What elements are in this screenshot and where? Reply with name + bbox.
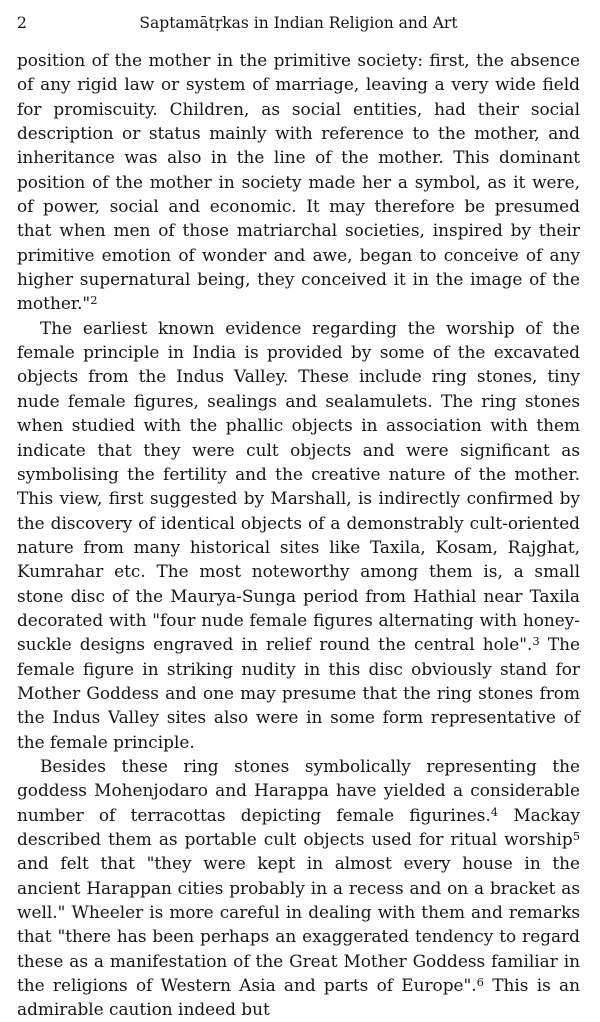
paragraph-2 — [17, 316, 580, 754]
footnote-marker: 2 — [90, 293, 98, 308]
text-run: This is an admirable caution indeed but — [17, 975, 580, 1020]
body-text — [17, 48, 580, 1022]
text-run: position of the mother in the primitive society: first, the absence of any rigid law or system of marriage, leaving a very wide field for promiscuity. Children, as social entities, had their social description or status mainly with reference to the mother, and inheritance was also in the line of the mother. This dominant position of the mother in society made her a symbol, as it were, of power, social and economic. It may therefore be presumed that when men of those matriarchal societies, inspired by their primitive emotion of wonder and awe, began to conceive of any higher supernatural being, they conceived it in the image of the mother." — [17, 50, 580, 314]
text-run: The female figure in striking nudity in this disc obviously stand for Mother Goddess and one may presume that the ring stones from the Indus Valley sites also were in some form representative of the female principle. — [17, 634, 580, 752]
running-head — [17, 14, 580, 42]
text-run: The earliest known evidence regarding the worship of the female principle in India is provided by some of the excavated objects from the Indus Valley. These include ring stones, tiny nude female figures, sealings and sealamulets. The ring stones when studied with the phallic objects in association with them indicate that they were cult objects and were significant as symbolising the fertility and the creative nature of the mother. This view, first suggested by Marshall, is indirectly confirmed by the discovery of identical objects of a demonstrably cult-oriented nature from many historical sites like Taxila, Kosam, Rajghat, Kumrahar etc. The most noteworthy among them is, a small stone disc of the Maurya-Sunga period from Hathial near Taxila decorated with "four nude female figures alternating with honey-suckle designs engraved in relief round the central hole". — [17, 317, 580, 655]
footnote-marker: 5 — [572, 828, 580, 843]
running-title: Saptamātṛkas in Indian Religion and Art — [139, 14, 458, 32]
paragraph-1 — [17, 48, 580, 316]
text-run: and felt that "they were kept in almost every house in the ancient Harappan cities probably in a recess and on a bracket as well." Wheeler is more careful in dealing with them and remarks that "there has been perhaps an exaggerated tendency to regard these as a manifestation of the Great Mother Goddess familiar in the religions of Western Asia and parts of Europe". — [17, 853, 580, 996]
page-number: 2 — [17, 14, 27, 32]
footnote-marker: 4 — [490, 804, 499, 819]
footnote-marker: 3 — [532, 634, 540, 649]
text-run: Mackay described them as portable cult objects used for ritual worship — [17, 804, 580, 849]
paragraph-3 — [17, 754, 580, 1022]
text-run: Besides these ring stones symbolically representing the goddess Mohenjodaro and Harappa have yielded a considerable number of terracottas depicting female figurines. — [17, 755, 580, 825]
footnote-marker: 6 — [476, 974, 484, 989]
